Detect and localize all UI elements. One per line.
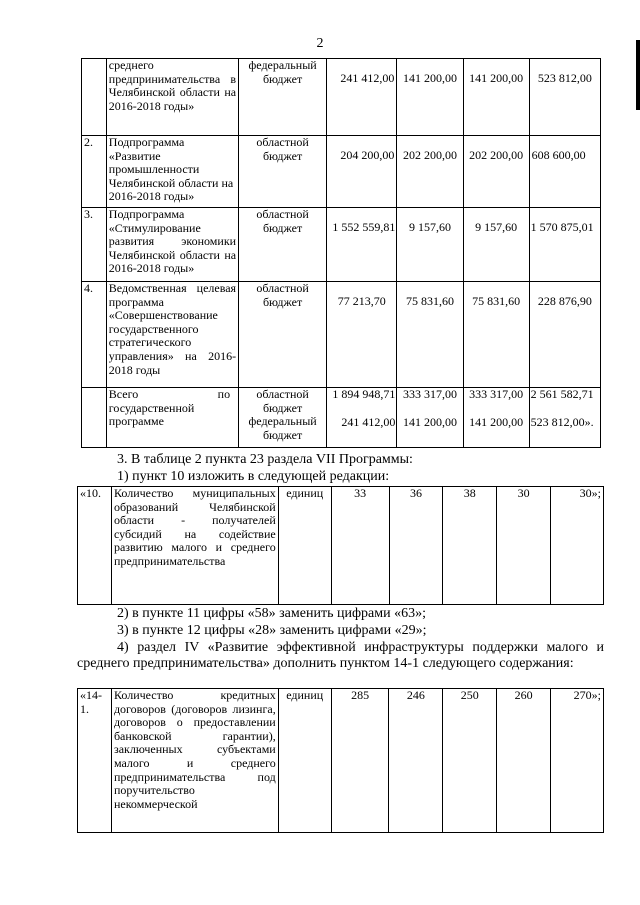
indicator-value: 30 <box>497 487 551 605</box>
table-row-total <box>82 388 601 448</box>
scan-edge-mark <box>636 40 640 110</box>
indicator-value: 30»; <box>551 487 604 605</box>
funding-source: областной бюджет <box>239 208 327 282</box>
paragraph-3-2: 2) в пункте 11 цифры «58» заменить цифрами «63»; <box>117 606 426 621</box>
value-2018: 9 157,60 <box>463 208 529 282</box>
indicator-table-14-1 <box>77 688 604 833</box>
value-2016: 241 412,00 <box>327 59 397 136</box>
value-total: 1 570 875,01 <box>529 208 600 282</box>
unit: единиц <box>278 689 331 833</box>
value-2016: 204 200,00 <box>327 136 397 208</box>
value-2017: 75 831,60 <box>397 282 463 388</box>
indicator-value: 36 <box>389 487 443 605</box>
value-2018: 333 317,00 141 200,00 <box>463 388 529 448</box>
funding-source: областной бюджет <box>239 282 327 388</box>
program-name: Всего по государственной программе <box>106 388 238 448</box>
row-number: 3. <box>82 208 107 282</box>
budget-table <box>81 58 601 448</box>
indicator-value: 246 <box>389 689 443 833</box>
table-row <box>78 689 604 833</box>
paragraph-3: 3. В таблице 2 пункта 23 раздела VII Программы: <box>117 452 413 467</box>
value-2017: 9 157,60 <box>397 208 463 282</box>
program-name: Ведомственная целевая программа «Совершенствование государственного стратегического управления» на 2016-2018 годы <box>106 282 238 388</box>
row-number: 4. <box>82 282 107 388</box>
value-2017: 141 200,00 <box>397 59 463 136</box>
funding-source: областной бюджет федеральный бюджет <box>239 388 327 448</box>
program-name: Подпрограмма «Развитие промышленности Челябинской области на 2016-2018 годы» <box>106 136 238 208</box>
indicator-value: 285 <box>331 689 389 833</box>
indicator-table-10 <box>77 486 604 605</box>
page-number: 2 <box>316 36 324 51</box>
program-name: среднего предпринимательства в Челябинской области на 2016-2018 годы» <box>106 59 238 136</box>
value-2016: 1 552 559,81 <box>327 208 397 282</box>
value-total: 228 876,90 <box>529 282 600 388</box>
indicator-value: 38 <box>443 487 497 605</box>
funding-source: областной бюджет <box>239 136 327 208</box>
table-row <box>82 59 601 136</box>
table-row <box>78 487 604 605</box>
indicator-name: Количество кредитных договоров (договоров лизинга, договоров о предоставлении банковской гарантии), заключенных субъектами малого и среднего предпринимательства под поручительство некоммерческой <box>111 689 278 833</box>
table-row <box>82 282 601 388</box>
row-number: «14-1. <box>78 689 112 833</box>
indicator-value: 270»; <box>551 689 604 833</box>
unit: единиц <box>278 487 331 605</box>
indicator-value: 33 <box>331 487 389 605</box>
value-2018: 75 831,60 <box>463 282 529 388</box>
value-2017: 333 317,00 141 200,00 <box>397 388 463 448</box>
indicator-value: 260 <box>497 689 551 833</box>
indicator-name: Количество муниципальных образований Челябинской области - получателей субсидий на содействие развитию малого и среднего предпринимательства <box>111 487 278 605</box>
value-total: 608 600,00 <box>529 136 600 208</box>
value-2018: 202 200,00 <box>463 136 529 208</box>
row-number: «10. <box>78 487 112 605</box>
indicator-value: 250 <box>443 689 497 833</box>
value-2016: 1 894 948,71 241 412,00 <box>327 388 397 448</box>
funding-source: федеральный бюджет <box>239 59 327 136</box>
value-2018: 141 200,00 <box>463 59 529 136</box>
row-number: 2. <box>82 136 107 208</box>
value-total: 523 812,00 <box>529 59 600 136</box>
paragraph-3-1: 1) пункт 10 изложить в следующей редакции: <box>117 469 390 484</box>
value-total: 2 561 582,71 523 812,00». <box>529 388 600 448</box>
program-name: Подпрограмма «Стимулирование развития экономики Челябинской области на 2016-2018 годы» <box>106 208 238 282</box>
table-row <box>82 136 601 208</box>
row-number <box>82 388 107 448</box>
paragraph-3-3: 3) в пункте 12 цифры «28» заменить цифрами «29»; <box>117 623 427 638</box>
table-row <box>82 208 601 282</box>
row-number <box>82 59 107 136</box>
value-2017: 202 200,00 <box>397 136 463 208</box>
paragraph-3-4: 4) раздел IV «Развитие эффективной инфраструктуры поддержки малого и среднего предпринимательства» дополнить пунктом 14-1 следующего содержания: <box>77 640 604 671</box>
value-2016: 77 213,70 <box>327 282 397 388</box>
